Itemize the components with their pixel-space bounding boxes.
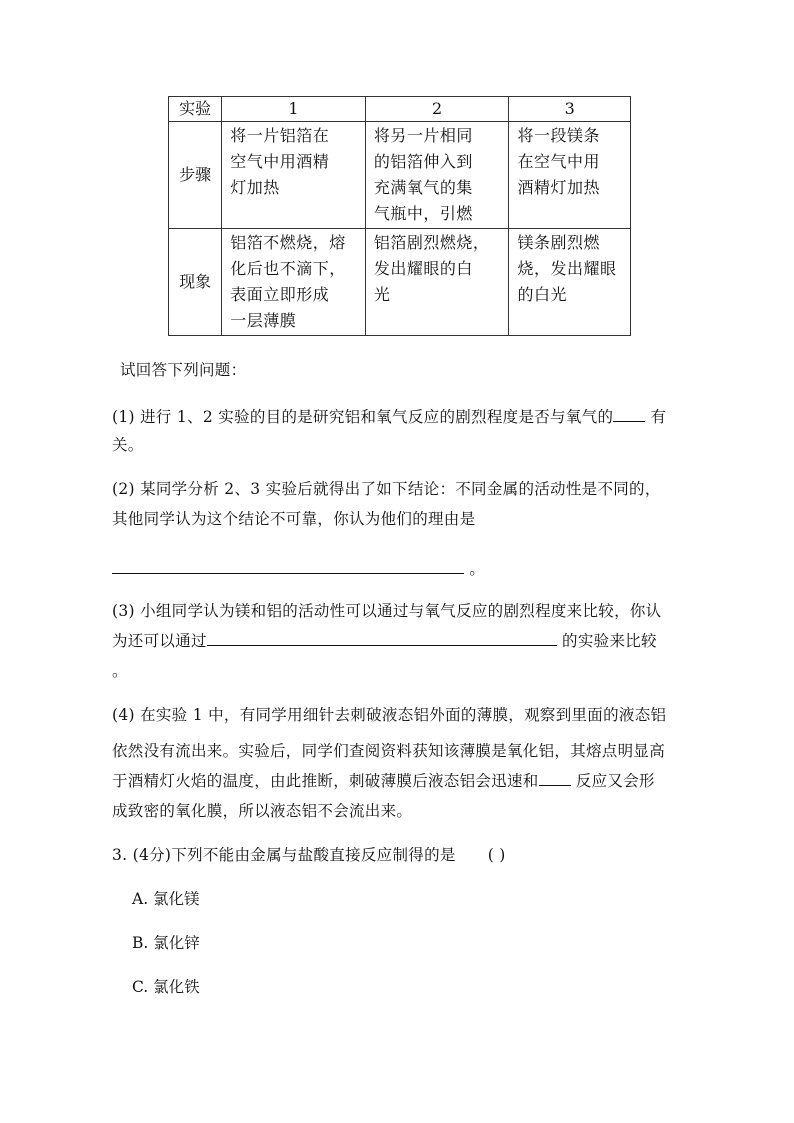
- table-row: [169, 229, 631, 336]
- table-header-cell: 1: [222, 97, 366, 122]
- row-label-phenomena: 现象: [169, 229, 222, 336]
- q2-line-1: (2) 某同学分析 2、3 实验后就得出了如下结论：不同金属的活动性是不同的，: [112, 480, 661, 498]
- cell-text: 铝箔不燃烧，熔 化后也不滴下， 表面立即形成 一层薄膜: [230, 233, 346, 330]
- table-header-cell: 2: [365, 97, 509, 122]
- q3-text-a: 为还可以通过: [112, 632, 207, 650]
- cell-text: 将另一片相同 的铝箔伸入到 充满氧气的集 气瓶中，引燃: [373, 126, 473, 223]
- answer-bracket[interactable]: ( ): [487, 846, 506, 864]
- q4-text-a: 于酒精灯火焰的温度，由此推断，刺破薄膜后液态铝会迅速和: [112, 772, 539, 790]
- q2-line-2: 其他同学认为这个结论不可靠，你认为他们的理由是: [112, 510, 476, 528]
- table-row: [169, 122, 631, 229]
- q4-line-1: (4) 在实验 1 中，有同学用细针去刺破液态铝外面的薄膜，观察到里面的液态铝: [112, 706, 667, 724]
- table-cell: [509, 229, 631, 336]
- option-b[interactable]: B. 氯化锌: [132, 934, 200, 952]
- cell-text: 将一段镁条 在空气中用 酒精灯加热: [517, 126, 600, 197]
- experiment-table: [168, 96, 631, 336]
- q2-line-3: [112, 554, 682, 584]
- cell-text: 将一片铝箔在 空气中用酒精 灯加热: [230, 126, 330, 197]
- cell-text: 铝箔剧烈燃烧， 发出耀眼的白 光: [373, 233, 490, 304]
- q1-answer-blank[interactable]: [613, 403, 645, 422]
- cell-text: 镁条剧烈燃 烧，发出耀眼 的白光: [517, 233, 617, 304]
- question-3-text: 3. (4分)下列不能由金属与盐酸直接反应制得的是: [112, 846, 456, 864]
- table-cell: [365, 122, 509, 229]
- table-cell: [509, 122, 631, 229]
- table-cell: [222, 229, 366, 336]
- q1-line-1: [112, 402, 682, 432]
- option-a[interactable]: A. 氯化镁: [132, 890, 200, 908]
- q3-line-2: [112, 626, 682, 656]
- table-header-row: [169, 97, 631, 122]
- question-3-stem: [112, 840, 682, 870]
- table-header-cell: 实验: [169, 97, 222, 122]
- q1-text: (1) 进行 1、2 实验的目的是研究铝和氧气反应的剧烈程度是否与氧气的: [112, 408, 614, 426]
- q1-text-after: 有: [645, 408, 667, 426]
- q3-text-b: 的实验来比较: [556, 632, 657, 650]
- row-label-steps: 步骤: [169, 122, 222, 229]
- q3-line-3: 。: [112, 662, 128, 680]
- table-cell: [365, 229, 509, 336]
- q4-answer-blank[interactable]: [539, 767, 571, 786]
- q4-text-b: 反应又会形: [570, 772, 655, 790]
- q1-line-2: 关。: [112, 436, 144, 454]
- option-c[interactable]: C. 氯化铁: [132, 978, 200, 996]
- intro-text: 试回答下列问题：: [120, 361, 247, 379]
- q3-answer-blank[interactable]: [207, 627, 557, 646]
- table-header-cell: 3: [509, 97, 631, 122]
- table-cell: [222, 122, 366, 229]
- q3-line-1: (3) 小组同学认为镁和铝的活动性可以通过与氧气反应的剧烈程度来比较，你认: [112, 602, 662, 620]
- q4-line-2: 依然没有流出来。实验后，同学们查阅资料获知该薄膜是氧化铝，其熔点明显高: [112, 742, 666, 760]
- q2-end: 。: [464, 560, 486, 578]
- q4-line-3: [112, 766, 682, 796]
- q4-line-4: 成致密的氧化膜，所以液态铝不会流出来。: [112, 802, 413, 820]
- q2-answer-blank[interactable]: [112, 555, 464, 574]
